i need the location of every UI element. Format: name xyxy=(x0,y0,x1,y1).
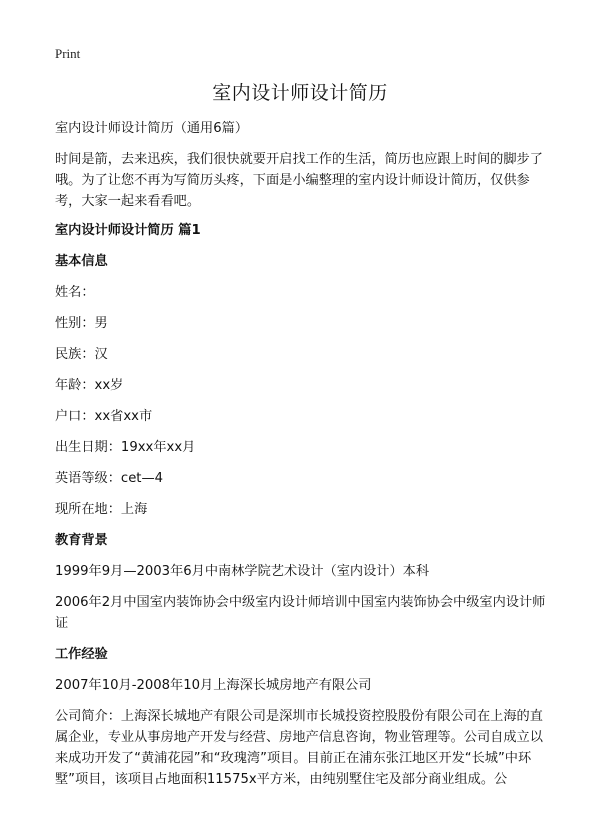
company-intro: 公司简介：上海深长城地产有限公司是深圳市长城投资控股股份有限公司在上海的直属企业，专业从事房地产开发与经营、房地产信息咨询，物业管理等。公司自成立以来成功开发了“黄浦花园”和“玫瑰湾”项目。目前正在浦东张江地区开发“长城”中环墅”项目，该项目占地面积11575x平方米，由纯别墅住宅及部分商业组成。公 xyxy=(55,709,543,787)
field-english-level: 英语等级：cet—4 xyxy=(55,471,164,486)
page-title: 室内设计师设计简历 xyxy=(212,82,388,104)
education-heading: 教育背景 xyxy=(55,533,108,548)
field-gender: 性别：男 xyxy=(55,316,108,331)
work-heading: 工作经验 xyxy=(55,647,108,662)
field-ethnicity: 民族：汉 xyxy=(55,347,108,362)
article-heading: 室内设计师设计简历 篇1 xyxy=(55,223,201,238)
print-link[interactable]: Print xyxy=(55,46,81,61)
education-item: 1999年9月—2003年6月中南林学院艺术设计（室内设计）本科 xyxy=(55,564,430,579)
field-hukou: 户口：xx省xx市 xyxy=(55,409,153,424)
field-birthdate: 出生日期：19xx年xx月 xyxy=(55,440,196,455)
intro-paragraph: 时间是箭，去来迅疾，我们很快就要开启找工作的生活，简历也应跟上时间的脚步了哦。为了让您不再为写简历头疼，下面是小编整理的室内设计师设计简历，仅供参考，大家一起来看看吧。 xyxy=(55,152,543,209)
field-age: 年龄：xx岁 xyxy=(55,378,124,393)
basic-info-heading: 基本信息 xyxy=(55,254,108,269)
field-name: 姓名： xyxy=(55,285,95,300)
work-period: 2007年10月-2008年10月上海深长城房地产有限公司 xyxy=(55,678,372,693)
field-location: 现所在地：上海 xyxy=(55,502,148,517)
document-body xyxy=(55,118,550,790)
document-subtitle: 室内设计师设计简历（通用6篇） xyxy=(55,121,249,136)
education-item: 2006年2月中国室内装饰协会中级室内设计师培训中国室内装饰协会中级室内设计师证 xyxy=(55,595,546,631)
